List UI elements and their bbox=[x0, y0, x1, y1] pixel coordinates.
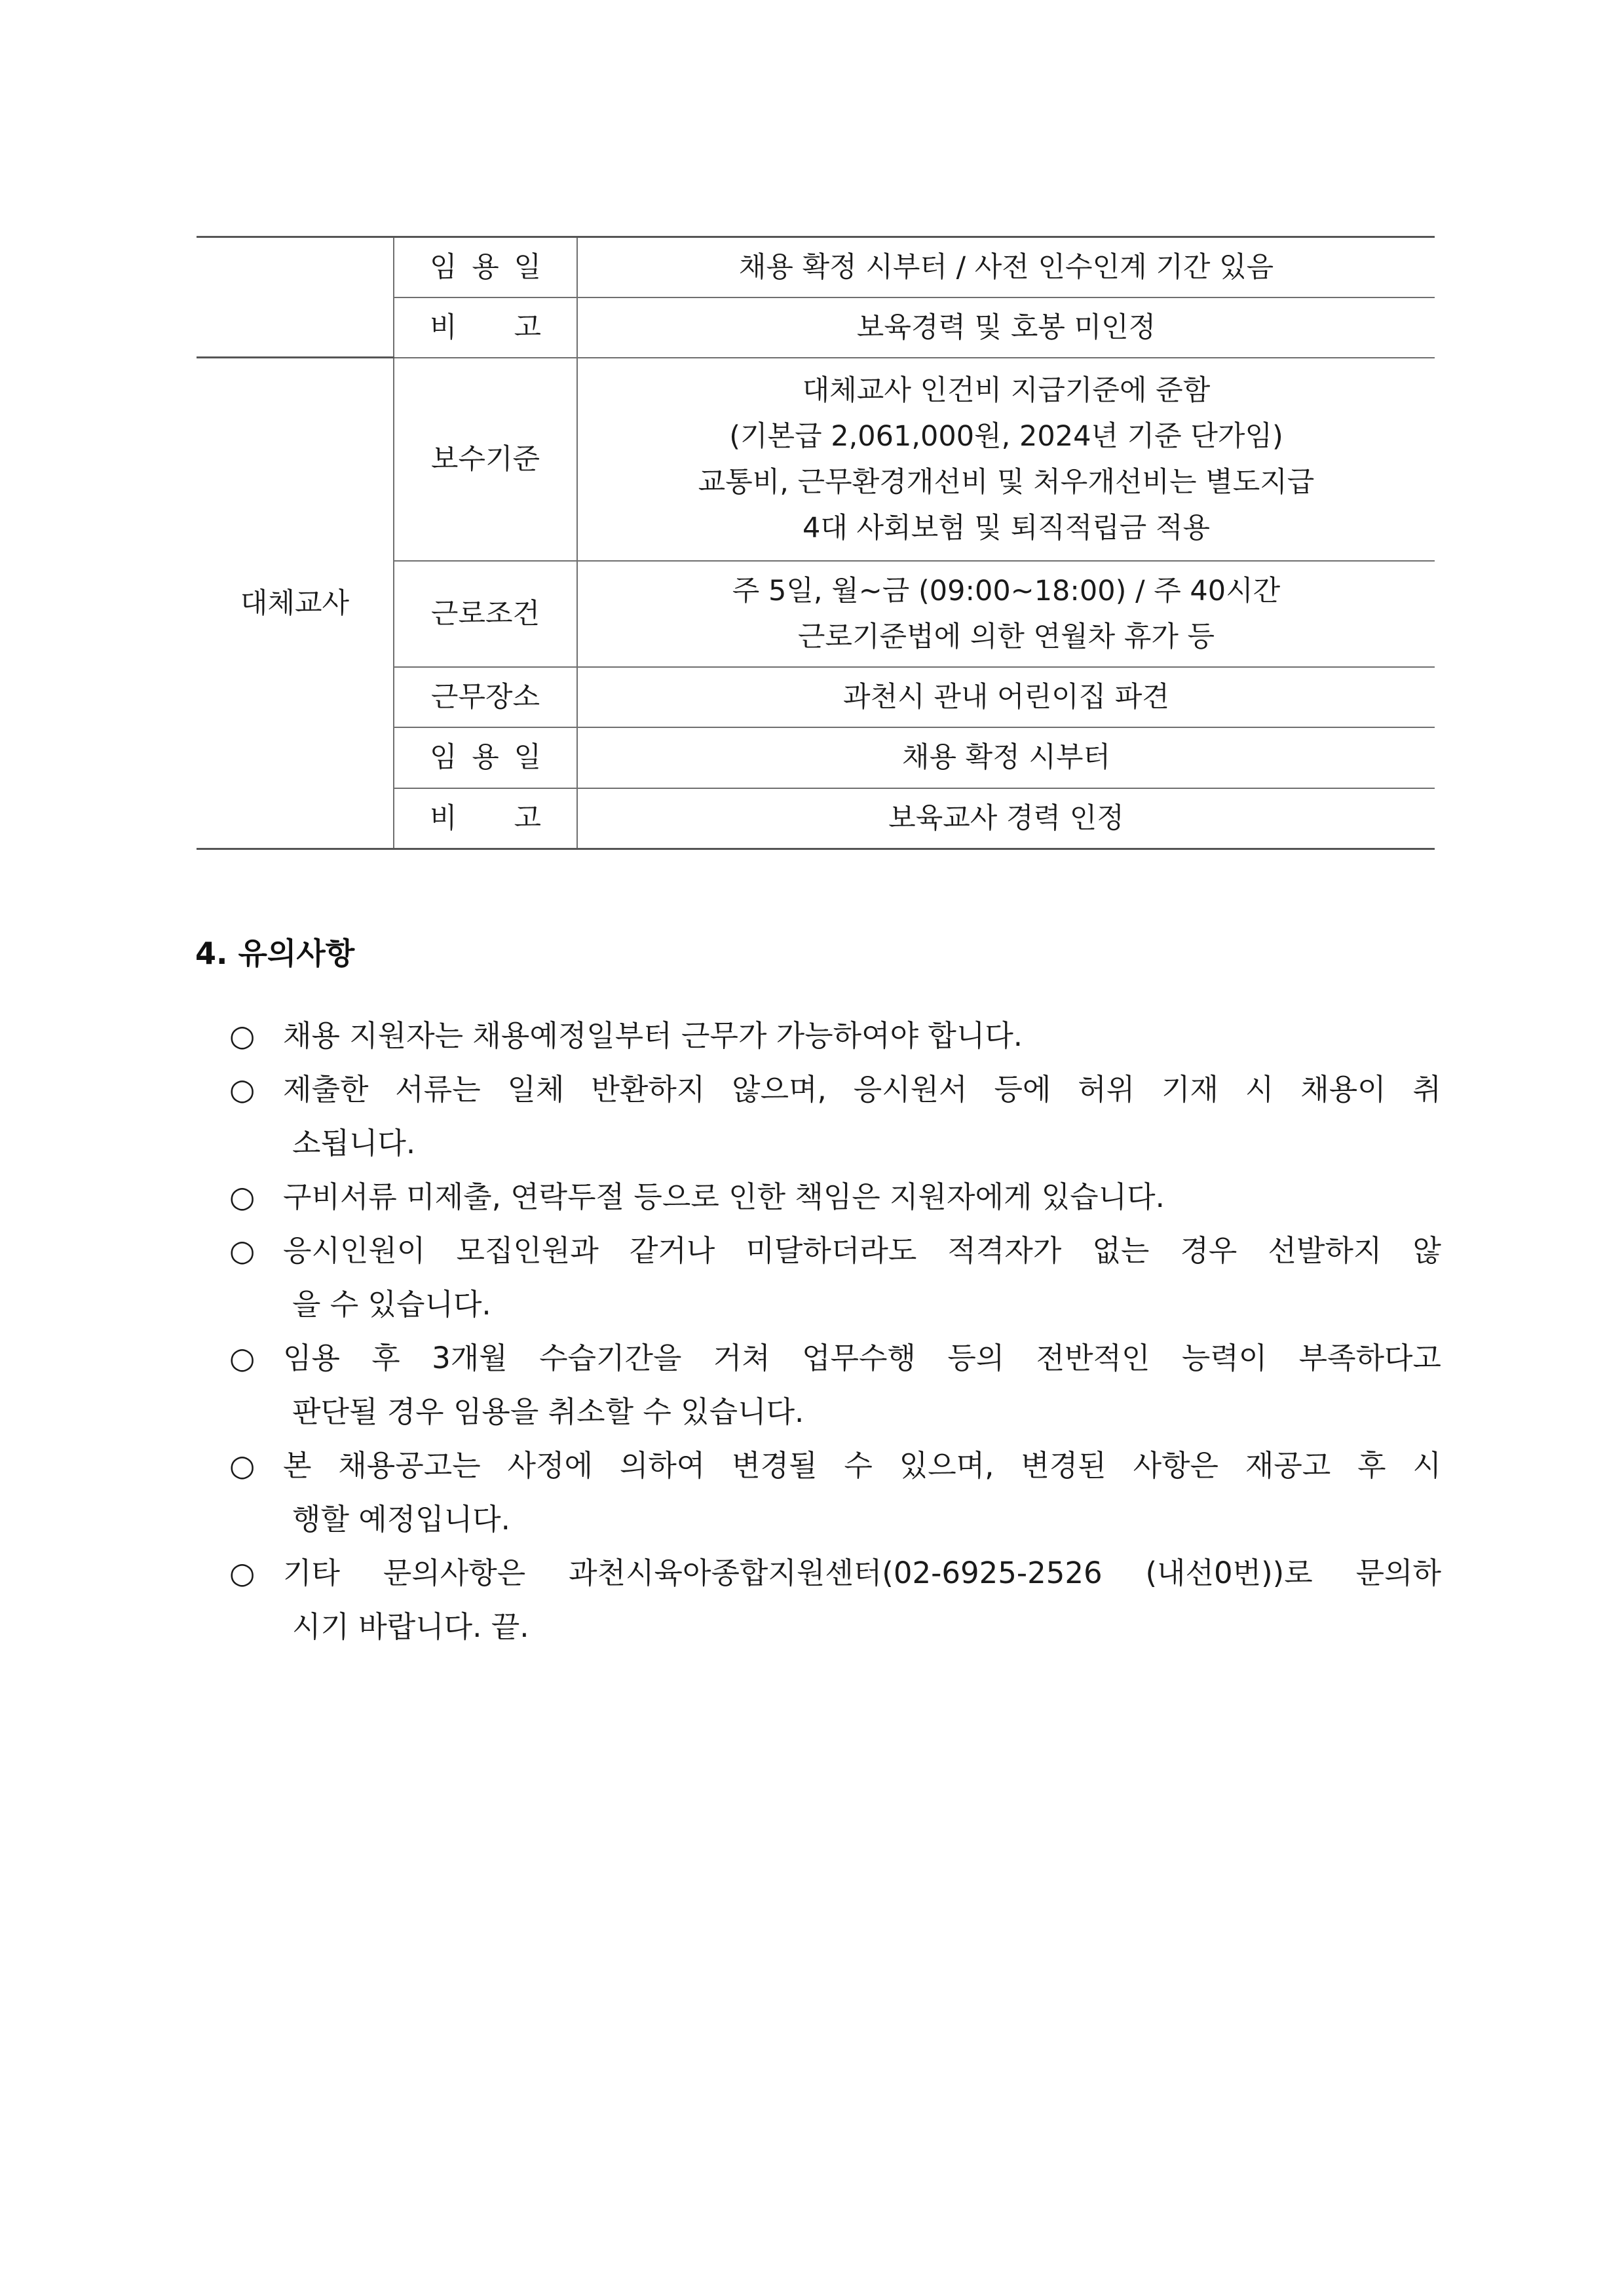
row-label: 근무장소 bbox=[394, 667, 577, 727]
circle-bullet-icon: ○ bbox=[229, 1448, 255, 1483]
note-line: 채용 지원자는 채용예정일부터 근무가 가능하여야 합니다. bbox=[283, 1018, 1023, 1053]
note-line: 기타 문의사항은 과천시육아종합지원센터(02-6925-2526 (내선0번))로 문의하 bbox=[283, 1556, 1441, 1590]
row-value: 채용 확정 시부터 bbox=[577, 727, 1435, 788]
circle-bullet-icon: ○ bbox=[229, 1341, 255, 1375]
list-item bbox=[229, 1331, 1441, 1439]
value-line: 4대 사회보험 및 퇴직적립금 적용 bbox=[802, 511, 1211, 545]
row-value-multiline bbox=[577, 561, 1435, 667]
row-label: 비 고 bbox=[394, 788, 577, 849]
note-line: 응시인원이 모집인원과 같거나 미달하더라도 적격자가 없는 경우 선발하지 않 bbox=[283, 1233, 1441, 1268]
row-value: 보육교사 경력 인정 bbox=[577, 788, 1435, 849]
note-line: 판단될 경우 임용을 취소할 수 있습니다. bbox=[292, 1394, 804, 1429]
row-label: 임 용 일 bbox=[394, 237, 577, 297]
notes-list bbox=[229, 1009, 1441, 1654]
note-line: 시기 바랍니다. 끝. bbox=[292, 1609, 529, 1644]
note-line: 행할 예정입니다. bbox=[292, 1502, 510, 1537]
row-label: 임 용 일 bbox=[394, 727, 577, 788]
value-line: 주 5일, 월~금 (09:00~18:00) / 주 40시간 bbox=[732, 574, 1281, 607]
list-item bbox=[229, 1224, 1441, 1331]
row-value: 보육경력 및 호봉 미인정 bbox=[577, 297, 1435, 358]
row-value: 채용 확정 시부터 / 사전 인수인계 기간 있음 bbox=[577, 237, 1435, 297]
circle-bullet-icon: ○ bbox=[229, 1179, 255, 1214]
note-line: 제출한 서류는 일체 반환하지 않으며, 응시원서 등에 허위 기재 시 채용이 취 bbox=[283, 1072, 1441, 1107]
circle-bullet-icon: ○ bbox=[229, 1018, 255, 1053]
list-item bbox=[229, 1063, 1441, 1170]
employment-conditions-table bbox=[197, 236, 1435, 850]
list-item bbox=[229, 1170, 1441, 1224]
list-item bbox=[229, 1439, 1441, 1546]
value-line: 교통비, 근무환경개선비 및 처우개선비는 별도지급 bbox=[698, 465, 1315, 499]
circle-bullet-icon: ○ bbox=[229, 1556, 255, 1590]
group-cell-empty bbox=[197, 237, 394, 358]
note-line: 소됩니다. bbox=[292, 1126, 416, 1160]
note-line: 구비서류 미제출, 연락두절 등으로 인한 책임은 지원자에게 있습니다. bbox=[283, 1179, 1165, 1214]
note-line: 본 채용공고는 사정에 의하여 변경될 수 있으며, 변경된 사항은 재공고 후 시 bbox=[283, 1448, 1441, 1483]
group-label-substitute-teacher: 대체교사 bbox=[197, 358, 394, 849]
value-line: (기본급 2,061,000원, 2024년 기준 단가임) bbox=[729, 419, 1283, 453]
row-label: 근로조건 bbox=[394, 561, 577, 667]
row-value: 과천시 관내 어린이집 파견 bbox=[577, 667, 1435, 727]
circle-bullet-icon: ○ bbox=[229, 1233, 255, 1268]
note-line: 임용 후 3개월 수습기간을 거쳐 업무수행 등의 전반적인 능력이 부족하다고 bbox=[283, 1341, 1441, 1375]
note-line: 을 수 있습니다. bbox=[292, 1287, 491, 1322]
row-label: 보수기준 bbox=[394, 358, 577, 561]
circle-bullet-icon: ○ bbox=[229, 1072, 255, 1107]
table-row-appointment-date bbox=[197, 237, 1435, 297]
value-line: 대체교사 인건비 지급기준에 준함 bbox=[802, 373, 1211, 407]
row-label: 비 고 bbox=[394, 297, 577, 358]
table-row-pay-standard bbox=[197, 358, 1435, 561]
list-item bbox=[229, 1009, 1441, 1063]
section-heading-notes: 4. 유의사항 bbox=[195, 936, 355, 971]
row-value-multiline bbox=[577, 358, 1435, 561]
list-item bbox=[229, 1546, 1441, 1654]
value-line: 근로기준법에 의한 연월차 휴가 등 bbox=[797, 620, 1215, 653]
